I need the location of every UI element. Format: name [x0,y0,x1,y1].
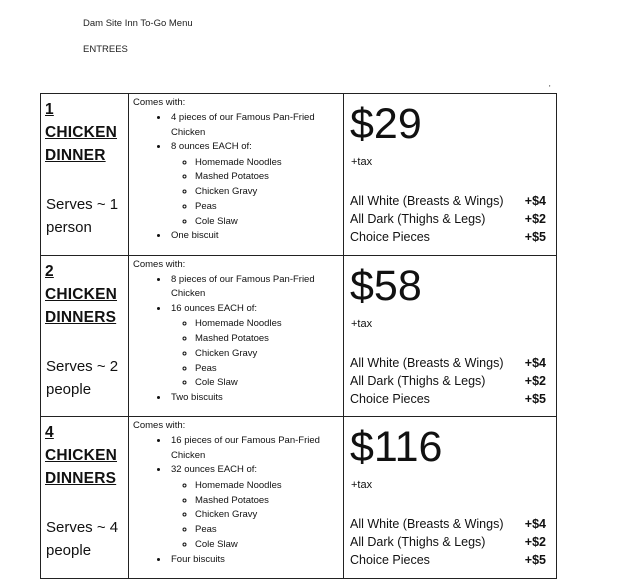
ounces-label: 8 ounces EACH of: [171,141,252,152]
options-list [350,354,550,408]
option-amount: +$2 [524,212,546,226]
menu-title: Dam Site Inn To-Go Menu [83,18,193,29]
options-list [350,515,550,569]
entree-name-line1: 1 CHICKEN [45,101,118,141]
option-amount: +$2 [524,535,546,550]
entree-price-cell [344,94,557,256]
option-label: All Dark (Thighs & Legs) [350,535,486,550]
serves-line1: Serves ~ 2 [46,357,119,375]
list-item: • 16 pieces of our Famous Pan-Fried Chicken [169,434,343,463]
list-item [169,463,343,552]
list-item: • One biscuit [169,229,343,244]
entree-contents-cell [129,255,344,417]
entree-row [41,94,557,256]
ounces-label: 32 ounces EACH of: [171,464,258,476]
option-row [350,228,550,246]
sides-list [171,317,343,391]
price: $29 [350,100,422,148]
serves-line2: people [46,380,92,398]
side-item: ◦ Chicken Gravy [195,185,343,200]
serves-text [46,193,128,239]
tax-note: +tax [351,479,373,492]
option-row [350,515,550,533]
list-item [169,140,343,229]
comes-with-label: Comes with: [133,258,186,270]
side-item: ◦ Peas [195,523,343,538]
option-row [350,192,550,210]
stray-mark: ' [549,84,551,93]
entree-name-line1: 2 CHICKEN [45,262,118,303]
serves-line1: Serves ~ 1 [46,196,119,213]
side-item: ◦ Chicken Gravy [195,347,343,362]
option-label: All White (Breasts & Wings) [350,517,504,532]
option-label: All White (Breasts & Wings) [350,355,504,370]
option-label: All White (Breasts & Wings) [350,194,504,208]
side-item: ◦ Mashed Potatoes [195,332,343,347]
option-label: Choice Pieces [350,230,430,244]
list-item: • 8 pieces of our Famous Pan-Fried Chicken [169,273,343,302]
option-row [350,354,550,372]
tax-note: +tax [351,317,373,330]
entree-name [45,98,128,167]
option-amount: +$4 [524,517,546,532]
entree-name-cell [41,94,129,256]
side-item: ◦ Homemade Noodles [195,317,343,332]
entree-price-cell [344,255,557,417]
entree-name-cell [41,417,129,579]
side-item: ◦ Homemade Noodles [195,156,343,171]
section-heading: ENTREES [83,44,128,55]
entree-contents-cell [129,94,344,256]
sides-list [171,156,343,230]
side-item: ◦ Peas [195,200,343,215]
option-row [350,210,550,228]
comes-with-label: Comes with: [133,97,186,108]
entree-row [41,417,557,579]
entree-name-line2: DINNER [45,147,106,164]
entree-row [41,255,557,417]
option-amount: +$4 [524,194,546,208]
option-amount: +$5 [524,553,546,568]
side-item: ◦ Mashed Potatoes [195,494,343,509]
option-row [350,390,550,408]
option-row [350,372,550,390]
entree-name-line1: 4 CHICKEN [45,424,118,465]
option-amount: +$5 [524,230,546,244]
option-label: All Dark (Thighs & Legs) [350,373,486,388]
entree-name-line2: DINNERS [45,470,117,488]
serves-line1: Serves ~ 4 [46,519,119,537]
option-amount: +$5 [524,391,546,406]
price: $58 [350,261,422,310]
side-item: ◦ Mashed Potatoes [195,170,343,185]
ounces-label: 16 ounces EACH of: [171,302,258,314]
list-item: • 4 pieces of our Famous Pan-Fried Chicken [169,111,343,140]
side-item: ◦ Cole Slaw [195,376,343,391]
comes-with-label: Comes with: [133,420,186,432]
list-item: • Four biscuits [169,553,343,568]
option-amount: +$4 [524,355,546,370]
list-item: • Two biscuits [169,391,343,406]
option-label: Choice Pieces [350,391,430,406]
entree-contents-cell [129,417,344,579]
sides-list [171,479,343,553]
entree-name [45,260,128,329]
entree-name-cell [41,255,129,417]
side-item: ◦ Cole Slaw [195,215,343,230]
option-row [350,533,550,551]
serves-line2: people [46,542,92,560]
option-amount: +$2 [524,373,546,388]
tax-note: +tax [351,156,373,168]
serves-line2: person [46,219,92,236]
entree-price-cell [344,417,557,579]
contents-list [129,273,343,406]
contents-list [129,111,343,244]
option-label: Choice Pieces [350,553,430,568]
side-item: ◦ Peas [195,362,343,377]
list-item [169,302,343,391]
entree-name-line2: DINNERS [45,308,117,326]
option-row [350,551,550,569]
entrees-table [40,93,557,579]
serves-text [46,516,128,562]
side-item: ◦ Homemade Noodles [195,479,343,494]
contents-list [129,434,343,567]
option-label: All Dark (Thighs & Legs) [350,212,486,226]
side-item: ◦ Chicken Gravy [195,508,343,523]
side-item: ◦ Cole Slaw [195,538,343,553]
entree-name [45,421,128,490]
options-list [350,192,550,246]
serves-text [46,355,128,401]
price: $116 [350,423,443,472]
